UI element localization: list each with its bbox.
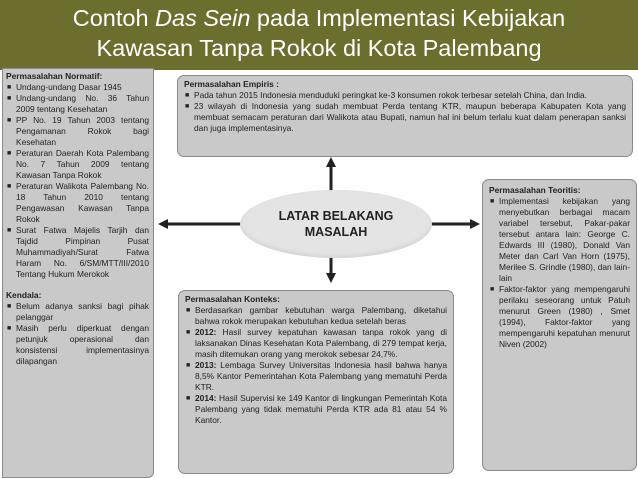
title-line-1-part-b: pada Implementasi Kebijakan (250, 5, 566, 31)
normative-text: Surat Fatwa Majelis Tarjih dan Tajdid Pimpinan Pusat Muhammadiyah/Surat Fatwa Haram No. 6/SM/MTT/III/2010 Tentang Hukum Merokok (16, 225, 149, 279)
normative-text: Peraturan Walikota Palembang No. 18 Tahun 2010 tentang Pengawasan Kawasan Tanpa Rokok (16, 181, 149, 224)
empirical-text: 23 wilayah di Indonesia yang sudah membuat Perda tentang KTR, maupun beberapa Kabupaten Kota yang membuat semacam peraturan dari Walikota atau Bupati, namun hal ini belum terlalu kuat dalam penerapan sanksi dan juga implementasinya. (194, 101, 626, 133)
bullet-icon: ■ (185, 92, 190, 99)
empirical-item (184, 90, 626, 101)
empirical-heading: Permasalahan Empiris : (184, 79, 279, 89)
center-label-line-2: MASALAH (304, 225, 368, 239)
context-text: Lembaga Survey Universitas Indonesia hasil bahwa hanya 8,5% Kantor Pemerintahan Kota Palembang yang mematuhi Perda KTR. (195, 360, 447, 392)
context-item (185, 327, 447, 360)
normative-item (6, 148, 149, 181)
empirical-text: Pada tahun 2015 Indonesia menduduki peringkat ke-3 konsumen rokok terbesar setelah China, dan India. (194, 90, 587, 100)
bullet-icon: ■ (186, 395, 191, 402)
normative-text: PP No. 19 Tahun 2003 tentang Pengamanan Rokok bagi Kesehatan (16, 115, 149, 147)
normative-issues-box (2, 68, 154, 478)
bullet-icon: ■ (7, 183, 12, 190)
bullet-icon: ■ (7, 325, 12, 332)
normative-text: Undang-undang No. 36 Tahun 2009 tentang Kesehatan (16, 93, 149, 114)
theoretical-item (489, 196, 630, 284)
normative-item (6, 115, 149, 148)
normative-item (6, 82, 149, 93)
context-issues-box (178, 290, 454, 474)
kendala-item (6, 301, 149, 323)
empirical-item (184, 101, 626, 134)
context-item (185, 305, 447, 327)
normative-item (6, 93, 149, 115)
bullet-icon: ■ (186, 362, 191, 369)
bullet-icon: ■ (7, 117, 12, 124)
bullet-icon: ■ (490, 198, 495, 205)
bullet-icon: ■ (7, 150, 12, 157)
normative-item (6, 181, 149, 225)
normative-text: Peraturan Daerah Kota Palembang No. 7 Tahun 2009 tentang Kawasan Tanpa Rokok (16, 148, 149, 180)
bullet-icon: ■ (185, 103, 190, 110)
title-line-1-emphasis: Das Sein (155, 5, 251, 31)
context-list (185, 305, 447, 426)
bullet-icon: ■ (7, 227, 12, 234)
bullet-icon: ■ (490, 286, 495, 293)
theoretical-heading: Permasalahan Teoritis: (489, 185, 581, 195)
normative-list (6, 82, 149, 280)
theoretical-issues-box (482, 179, 637, 471)
normative-item (6, 225, 149, 280)
context-text: Hasil Supervisi ke 149 Kantor di lingkungan Pemerintah Kota Palembang yang tidak mematuhi Perda KTR ada 81 atau 54 % Kantor. (195, 393, 447, 425)
normative-heading: Permasalahan Normatif: (6, 71, 103, 81)
context-year: 2012: (195, 327, 217, 337)
title-line-2: Kawasan Tanpa Rokok di Kota Palembang (96, 35, 542, 61)
context-heading: Permasalahan Konteks: (185, 294, 280, 304)
theoretical-text: Faktor-faktor yang mempengaruhi perilaku seseorang untuk Patuh menurut Green (1980) , Smet (1994), Faktor-faktor yang mempengaruhi kepatuhan menurut Niven (2002) (499, 284, 630, 349)
theoretical-text: Implementasi kebijakan yang menyebutkan berbagai macam variabel tersebut, Pakar-pakar tersebut antara lain: George C. Edwards III (1980), Donald Van Meter dan Carl Van Horn (1975), Merilee S. Grindle (1980), dan lain-lain (499, 196, 630, 283)
theoretical-list (489, 196, 630, 350)
normative-text: Undang-undang Dasar 1945 (16, 82, 122, 92)
context-item (185, 360, 447, 393)
title-line-1-part-a: Contoh (72, 5, 156, 31)
center-label (240, 208, 432, 240)
bullet-icon: ■ (7, 95, 12, 102)
bullet-icon: ■ (7, 84, 12, 91)
bullet-icon: ■ (7, 303, 12, 310)
kendala-item (6, 323, 149, 367)
empirical-list (184, 90, 626, 134)
context-text: Berdasarkan gambar kebutuhan warga Palembang, diketahui bahwa rokok merupakan kebutuhan kedua setelah beras (195, 305, 447, 326)
kendala-list (6, 301, 149, 367)
empirical-issues-box (177, 75, 633, 157)
context-item (185, 393, 447, 426)
center-label-line-1: LATAR BELAKANG (278, 209, 394, 223)
bullet-icon: ■ (186, 329, 191, 336)
bullet-icon: ■ (186, 307, 191, 314)
kendala-text: Belum adanya sanksi bagi pihak pelanggar (16, 301, 149, 322)
kendala-text: Masih perlu diperkuat dengan petunjuk operasional dan konsistensi implementasinya dilapangan (16, 323, 149, 366)
kendala-heading: Kendala: (6, 290, 42, 300)
context-text: Hasil survey kepatuhan kawasan tanpa rokok yang di laksanakan Dinas Kesehatan Kota Palembang, di 279 tempat kerja, masih ditemukan orang yang merokok sebesar 24,7%. (195, 327, 447, 359)
context-year: 2013: (195, 360, 217, 370)
theoretical-item (489, 284, 630, 350)
context-year: 2014: (195, 393, 217, 403)
